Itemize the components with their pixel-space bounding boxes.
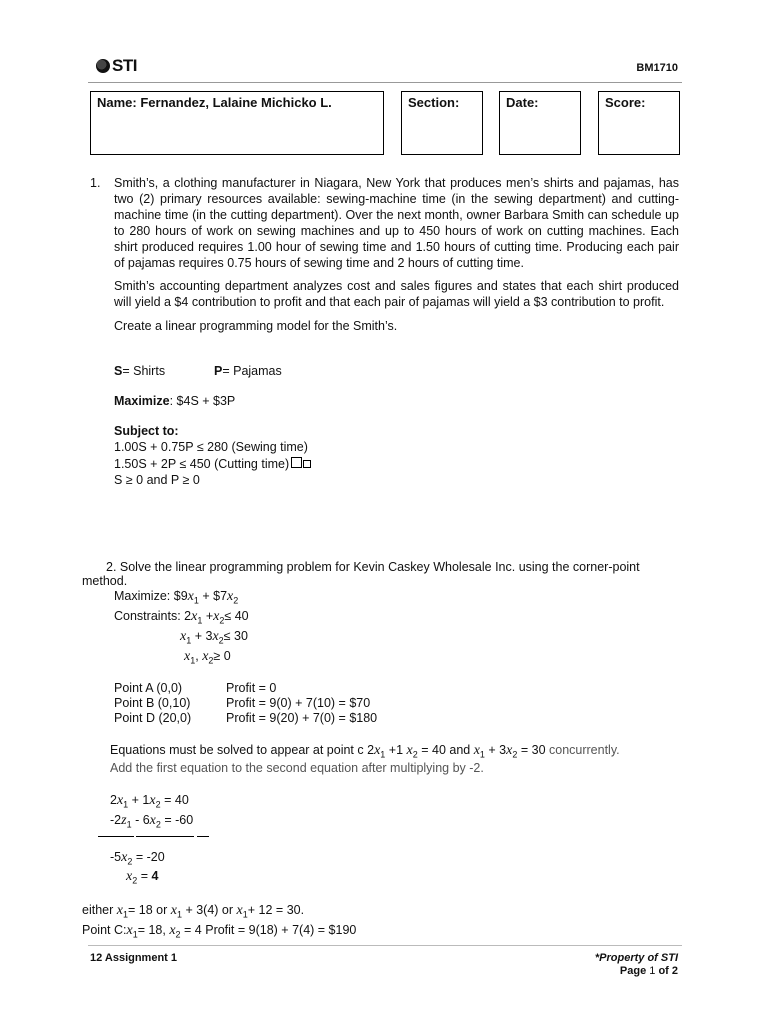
page-number: 1 [649, 965, 656, 977]
date-label: Date: [506, 95, 539, 110]
elim-eq-2: $-2z_1 - 6x_2 = -60$ [110, 813, 194, 830]
subject-to-label: Subject to: [114, 424, 179, 438]
sti-logo [96, 56, 137, 76]
small-box-icon [303, 460, 311, 468]
footer-page [595, 965, 678, 978]
point-d-name: Point D (20,0) [114, 711, 192, 725]
point-d-profit: Profit = 9(20) + 7(0) = $180 [226, 711, 378, 725]
var-s-text: = Shirts [122, 364, 166, 378]
q1-number: 1. [90, 176, 101, 190]
constraint-sewing: 1.00S + 0.75P ≤ 280 (Sewing time) [114, 440, 308, 454]
q2-constraint-2: $x_1 + 3x_2\le 30$ [180, 629, 248, 646]
footer-rule [88, 945, 682, 946]
q1-paragraph-2: Smith’s accounting department analyzes cost and sales figures and states that each shirt produced will yield a $4 contribution to profit and that each pair of pajamas will yield a $3 contribution to profit. [114, 279, 679, 309]
either-line: either $x_1= 18$ or $x_1 + 3(4)$ or $x_1+ 12 = 30$. [82, 903, 305, 920]
q1-objective [114, 393, 235, 409]
point-c-line: Point $C:x_1= 18$, $x_2 = 4$ Profit = 9(18) + 7(4) = $190 [82, 923, 357, 940]
q2-eq-pre: Equations must be solved to appear at point c [110, 743, 364, 757]
underline-seg-1 [98, 836, 134, 837]
var-p-def [214, 363, 282, 379]
q2-intro-line2: method. [82, 574, 128, 588]
either-label: either [82, 903, 114, 917]
sti-logo-icon [96, 59, 110, 73]
point-a-profit: Profit = 0 [226, 681, 277, 695]
q2-equations-line: Equations must be solved to appear at point c $2x_1 +1$ $x_2 = 40$ and $x_1 + 3x_2 = 30$ concurrently. [110, 743, 620, 760]
maximize-label: Maximize [114, 394, 170, 408]
q2-constraints-label: Constraints: [114, 609, 181, 623]
section-label: Section: [408, 95, 460, 110]
date-box [499, 91, 581, 155]
var-p-text: = Pajamas [222, 364, 282, 378]
q2-constraint-1: Constraints: $2x_1 +x_2\le 40$ [114, 609, 249, 626]
q2-objective: Maximize: $\$9x_1$ + $\$7x_2$ [114, 589, 239, 606]
q2-constraint-3: $x_1$, $x_2\ge 0$ [184, 649, 231, 666]
section-box [401, 91, 483, 155]
q1-paragraph-1: Smith’s, a clothing manufacturer in Niagara, New York that produces men’s shirts and pajamas, has two (2) primary resources available: sewing-machine time (in the sewing department) and cutting-machine time (in the cutting department). Over the next month, owner Barbara Smith can schedule up to 280 hours of work on sewing machines and up to 450 hours of work on cutting machines. Each shirt produced requires 1.00 hour of sewing time and 1.50 hours of cutting time. Producing each pair of pajamas requires 0.75 hours of sewing time and 2 hours of cutting time. [114, 176, 679, 270]
header-rule [88, 82, 682, 83]
var-s-label: S [114, 364, 123, 378]
q2-intro-line1: 2. Solve the linear programming problem for Kevin Caskey Wholesale Inc. using the corner-point [106, 560, 640, 574]
point-b-profit: Profit = 9(0) + 7(10) = $70 [226, 696, 371, 710]
elim-eq-1: $2x_1 + 1x_2 = 40$ [110, 793, 189, 810]
underline-seg-3 [197, 836, 209, 837]
name-box [90, 91, 384, 155]
footer-property: *Property of STI [594, 952, 678, 964]
var-s-def [114, 363, 165, 379]
maximize-expr: : $4S + $3P [169, 394, 236, 408]
underline-seg-2 [136, 836, 194, 837]
constraint-cutting: 1.50S + 2P ≤ 450 (Cutting time) [114, 457, 290, 471]
name-label: Name: Fernandez, Lalaine Michicko L. [97, 95, 332, 110]
placeholder-box-icon [291, 457, 302, 468]
elim-result: $-5x_2 = -20$ [110, 850, 165, 867]
score-box [598, 91, 680, 155]
page-suffix: of 2 [658, 965, 678, 977]
footer-left: 12 Assignment 1 [90, 952, 178, 964]
footer-right [595, 952, 678, 978]
q2-maximize-label: Maximize: [114, 589, 171, 603]
constraint-cutting-row [114, 456, 311, 472]
point-a-name: Point A (0,0) [114, 681, 183, 695]
var-p-label: P [214, 364, 223, 378]
page-prefix: Page [619, 965, 647, 977]
document-code: BM1710 [636, 62, 678, 74]
x2-solution: $x_2 = 4$ [126, 869, 159, 886]
score-label: Score: [605, 95, 646, 110]
q1-paragraph-3: Create a linear programming model for the Smith’s. [114, 319, 398, 333]
point-c-label: Point C: [82, 923, 127, 937]
q2-add-line: Add the first equation to the second equation after multiplying by -2. [110, 761, 484, 775]
point-b-name: Point B (0,10) [114, 696, 191, 710]
constraint-nonneg: S ≥ 0 and P ≥ 0 [114, 473, 200, 487]
q2-eq-post: concurrently. [549, 743, 620, 757]
logo-text: STI [112, 56, 137, 75]
